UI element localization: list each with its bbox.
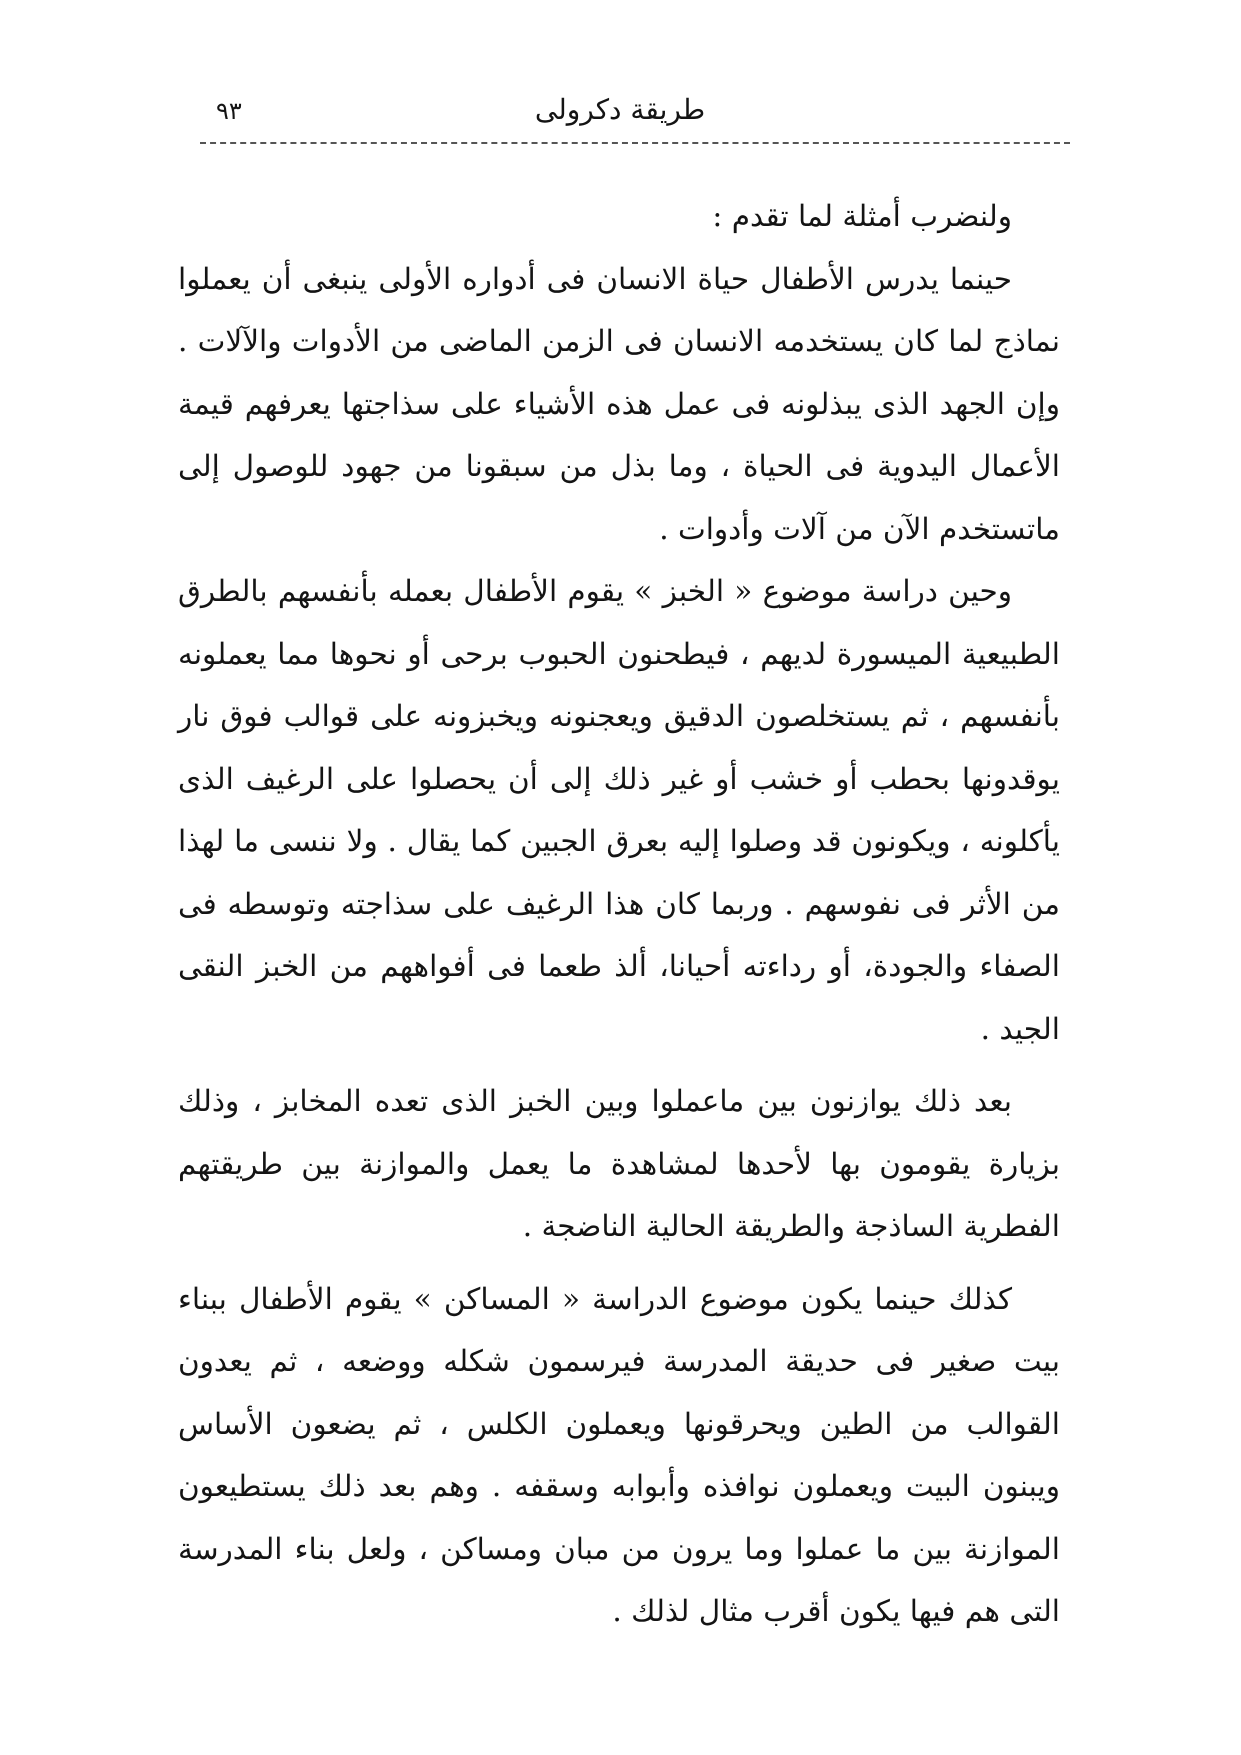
running-title: طريقة دكرولى [534,93,706,126]
lead-line: ولنضرب أمثلة لما تقدم : [712,199,1012,233]
paragraph: وحين دراسة موضوع « الخبز » يقوم الأطفال بعمله بأنفسهم بالطرق الطبيعية الميسورة لديهم ، فيطحنون الحبوب برحى أو نحوها مما يعملونه بأنفسهم ، ثم يستخلصون الدقيق ويعجنونه ويخبزونه على قوالب فوق نار يوقدونها بحطب أو خشب أو غير ذلك إلى أن يحصلوا على الرغيف الذى يأكلونه ، ويكونون قد وصلوا إليه بعرق الجبين كما يقال . ولا ننسى ما لهذا من الأثر فى نفوسهم . وربما كان هذا الرغيف على سذاجته وتوسطه فى الصفاء والجودة، أو رداءته أحيانا، ألذ طعما فى أفواههم من الخبز النقى الجيد . [178,574,1060,1046]
paragraph: كذلك حينما يكون موضوع الدراسة « المساكن » يقوم الأطفال ببناء بيت صغير فى حديقة المدرسة فيرسمون شكله ووضعه ، ثم يعدون القوالب من الطين ويحرقونها ويعملون الكلس ، ثم يضعون الأساس ويبنون البيت ويعملون نوافذه وأبوابه وسقفه . وهم بعد ذلك يستطيعون الموازنة بين ما عملوا وما يرون من مبان ومساكن ، ولعل بناء المدرسة التى هم فيها يكون أقرب مثال لذلك . [178,1281,1060,1628]
paragraph: بعد ذلك يوازنون بين ماعملوا وبين الخبز الذى تعده المخابز ، وذلك بزيارة يقومون بها لأحدها لمشاهدة ما يعمل والموازنة بين طريقتهم الفطرية الساذجة والطريقة الحالية الناضجة . [178,1084,1060,1243]
page-header [170,85,1070,135]
page-number: ٩٣ [216,97,242,125]
paragraph: حينما يدرس الأطفال حياة الانسان فى أدواره الأولى ينبغى أن يعملوا نماذج لما كان يستخدمه الانسان فى الزمن الماضى من الأدوات والآلات . وإن الجهد الذى يبذلونه فى عمل هذه الأشياء على سذاجتها يعرفهم قيمة الأعمال اليدوية فى الحياة ، وما بذل من سبقونا من جهود للوصول إلى ماتستخدم الآن من آلات وأدوات . [178,261,1060,546]
header-divider [200,142,1070,144]
page-body [178,185,1060,1643]
